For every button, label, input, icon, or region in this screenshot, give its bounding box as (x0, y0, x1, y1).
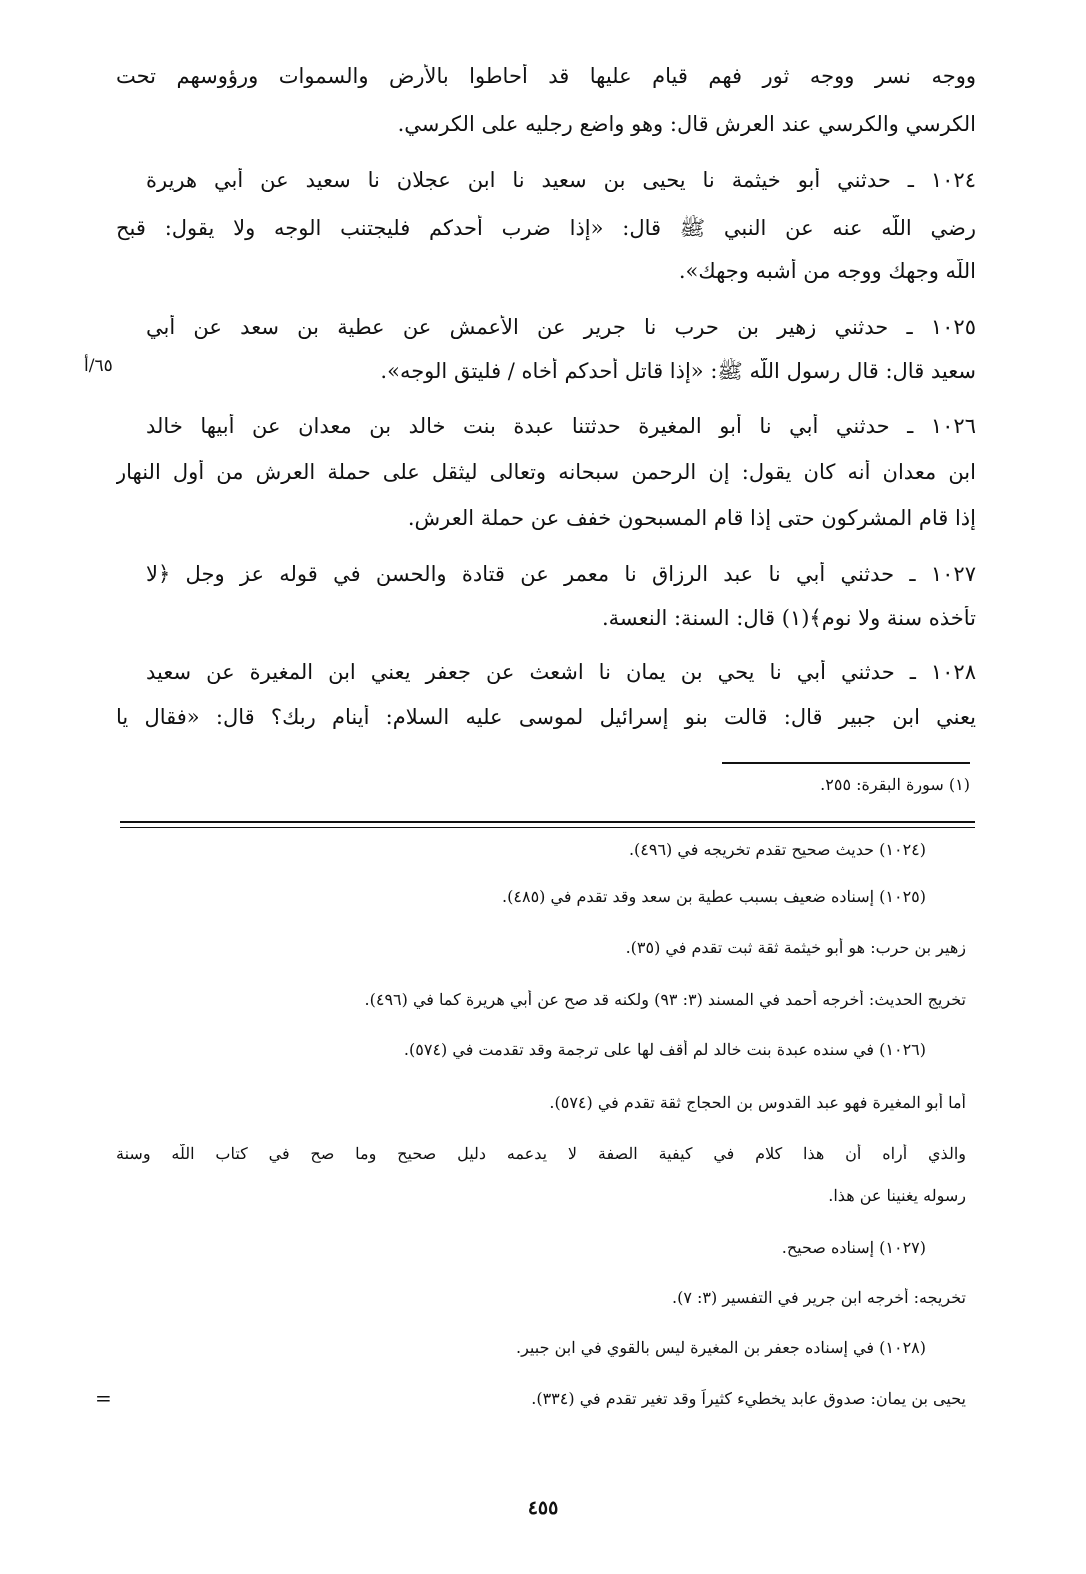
main-line: تأخذه سنة ولا نوم﴾(١) قال: السنة: النعسة. (601, 606, 976, 630)
editor-note: والذي أراه أن هذا كلام في كيفية الصفة لا يدعمه دليل صحيح وما صح في كتاب اللّه وسنة (116, 1144, 966, 1163)
editor-note: (١٠٢٥) إسناده ضعيف بسبب عطية بن سعد وقد تقدم في (٤٨٥). (502, 887, 926, 906)
editor-note: (١٠٢٦) في سنده عبدة بنت خالد لم أقف لها على ترجمة وقد تقدمت في (٥٧٤). (403, 1040, 926, 1059)
editor-note: تخريج الحديث: أخرجه أحمد في المسند (٣: ٩٣) ولكنه قد صح عن أبي هريرة كما في (٤٩٦). (364, 990, 966, 1009)
main-line: رضي اللّه عنه عن النبي ﷺ قال: «إذا ضرب أحدكم فليجتنب الوجه ولا يقول: قبح (116, 216, 976, 240)
main-line: سعيد قال: قال رسول اللّه ﷺ: «إذا قاتل أحدكم أخاه / فليتق الوجه». (380, 359, 976, 383)
editor-note: أما أبو المغيرة فهو عبد القدوس بن الحجاج ثقة تقدم في (٥٧٤). (549, 1093, 966, 1112)
main-line: يعني ابن جبير قال: قالت بنو إسرائيل لموسى عليه السلام: أينام ربك؟ قال: «فقال يا (116, 705, 976, 729)
footnote-rule (722, 762, 970, 764)
main-line: ابن معدان أنه كان يقول: إن الرحمن سبحانه وتعالى ليثقل على حملة العرش من أول النهار (116, 460, 976, 484)
continuation-mark: = (95, 1386, 112, 1410)
main-line: اللّه وجهك ووجه من أشبه وجهك». (678, 259, 976, 283)
editor-note: يحيى بن يمان: صدوق عابد يخطيء كثيراً وقد تغير تقدم في (٣٣٤). (531, 1389, 966, 1408)
editor-note: تخريجه: أخرجه ابن جرير في التفسير (٣: ٧). (672, 1288, 966, 1307)
hadith-1026: ١٠٢٦ ـ حدثني أبي نا أبو المغيرة حدثتنا عبدة بنت خالد بن معدان عن أبيها خالد (146, 414, 976, 438)
main-line: الكرسي والكرسي عند العرش قال: وهو واضع رجليه على الكرسي. (397, 112, 976, 136)
hadith-1027: ١٠٢٧ ـ حدثني أبي نا عبد الرزاق نا معمر عن قتادة والحسن في قوله عز وجل ﴿لا (146, 562, 976, 586)
page-number: ٤٥٥ (527, 1497, 559, 1519)
editor-note: (١٠٢٨) في إسناده جعفر بن المغيرة ليس بالقوي في ابن جبير. (516, 1338, 926, 1357)
notes-double-rule-top (120, 821, 975, 823)
hadith-1024: ١٠٢٤ ـ حدثني أبو خيثمة نا يحيى بن سعيد نا ابن عجلان نا سعيد عن أبي هريرة (146, 168, 976, 192)
hadith-1028: ١٠٢٨ ـ حدثني أبي نا يحي بن يمان نا اشعث عن جعفر يعني ابن المغيرة عن سعيد (146, 660, 976, 684)
hadith-1025: ١٠٢٥ ـ حدثني زهير بن حرب نا جرير عن الأعمش عن عطية بن سعد عن أبي (146, 315, 976, 339)
editor-note: (١٠٢٧) إسناده صحيح. (781, 1238, 926, 1257)
editor-note: زهير بن حرب: هو أبو خيثمة ثقة ثبت تقدم في (٣٥). (625, 938, 966, 957)
editor-note: رسوله يغنينا عن هذا. (828, 1186, 966, 1205)
editor-note: (١٠٢٤) حديث صحيح تقدم تخريجه في (٤٩٦). (628, 840, 926, 859)
notes-double-rule-bottom (120, 827, 975, 828)
author-footnote: (١) سورة البقرة: ٢٥٥. (820, 775, 970, 794)
manuscript-folio-note: ٦٥/أ (84, 356, 113, 376)
main-line: ووجه نسر ووجه ثور فهم قيام عليها قد أحاطوا بالأرض والسموات ورؤوسهم تحت (116, 64, 976, 88)
main-line: إذا قام المشركون حتى إذا قام المسبحون خفف عن حملة العرش. (407, 506, 976, 530)
